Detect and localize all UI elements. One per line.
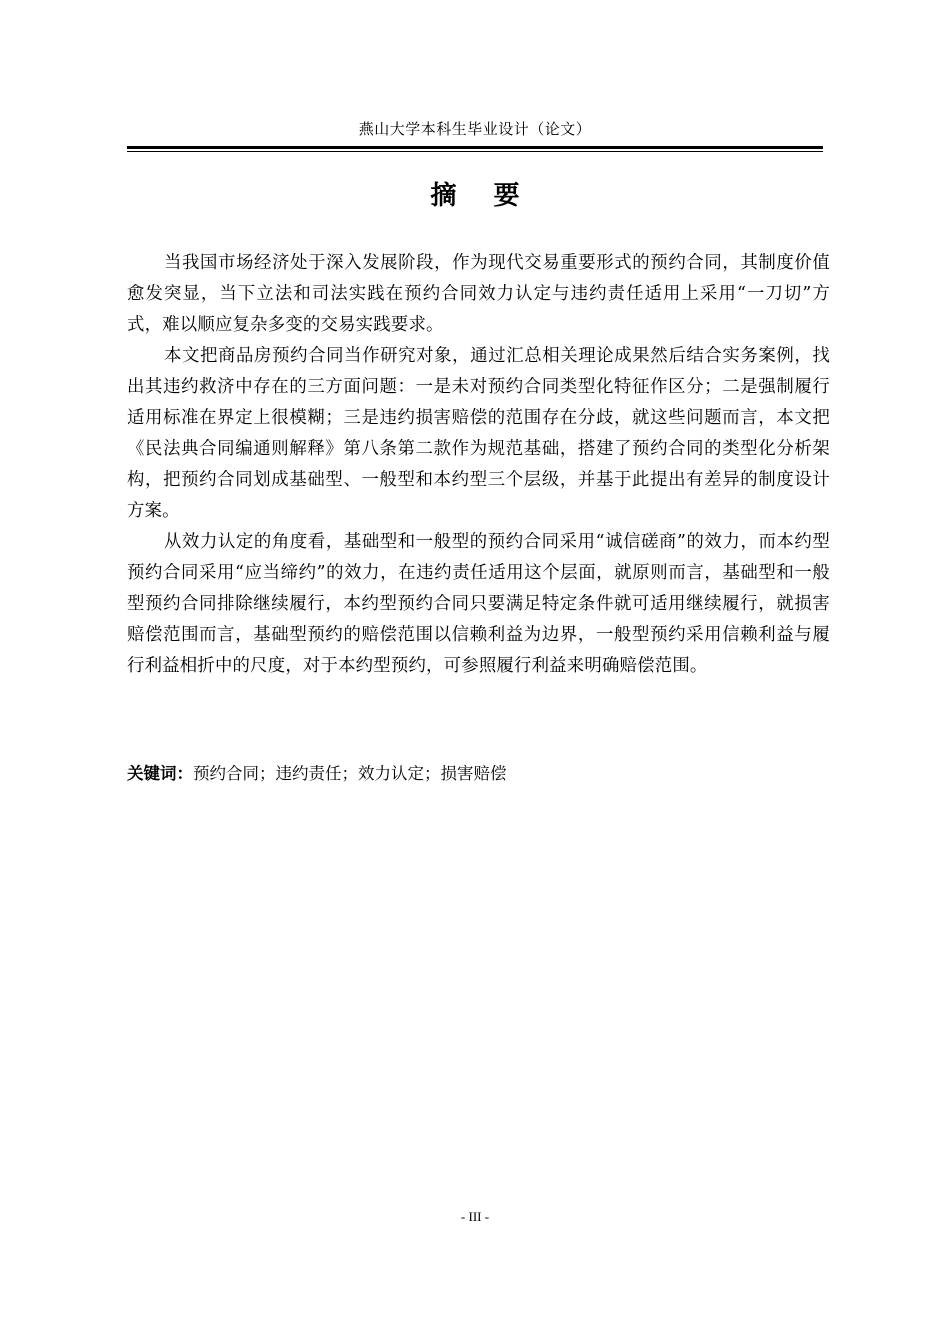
abstract-paragraph-3: 从效力认定的角度看，基础型和一般型的预约合同采用“诚信磋商”的效力，而本约型预约合同采用“应当缔约”的效力，在违约责任适用这个层面，就原则而言，基础型和一般型预约合同排除继续履行，本约型预约合同只要满足特定条件就可适用继续履行，就损害赔偿范围而言，基础型预约的赔偿范围以信赖利益为边界，一般型预约采用信赖利益与履行利益相折中的尺度，对于本约型预约，可参照履行利益来明确赔偿范围。 bbox=[127, 532, 830, 676]
header-rule-thin bbox=[127, 151, 823, 152]
abstract-title: 摘 要 bbox=[430, 181, 534, 211]
abstract-paragraph-1: 当我国市场经济处于深入发展阶段，作为现代交易重要形式的预约合同，其制度价值愈发突显，当下立法和司法实践在预约合同效力认定与违约责任适用上采用“一刀切”方式，难以顺应复杂多变的交易实践要求。 bbox=[127, 253, 830, 335]
page-number: - III - bbox=[460, 1209, 490, 1224]
abstract-body bbox=[127, 248, 830, 682]
abstract-paragraph-2: 本文把商品房预约合同当作研究对象，通过汇总相关理论成果然后结合实务案例，找出其违约救济中存在的三方面问题：一是未对预约合同类型化特征作区分；二是强制履行适用标准在界定上很模糊；三是违约损害赔偿的范围存在分歧，就这些问题而言，本文把《民法典合同编通则解释》第八条第二款作为规范基础，搭建了预约合同的类型化分析架构，把预约合同划成基础型、一般型和本约型三个层级，并基于此提出有差异的制度设计方案。 bbox=[127, 346, 830, 521]
keywords-line bbox=[127, 760, 823, 788]
keywords-label: 关键词： bbox=[127, 764, 193, 783]
running-header: 燕山大学本科生毕业设计（论文） bbox=[358, 120, 592, 138]
keywords-value: 预约合同；违约责任；效力认定；损害赔偿 bbox=[193, 764, 507, 783]
header-rule-thick bbox=[127, 146, 823, 149]
